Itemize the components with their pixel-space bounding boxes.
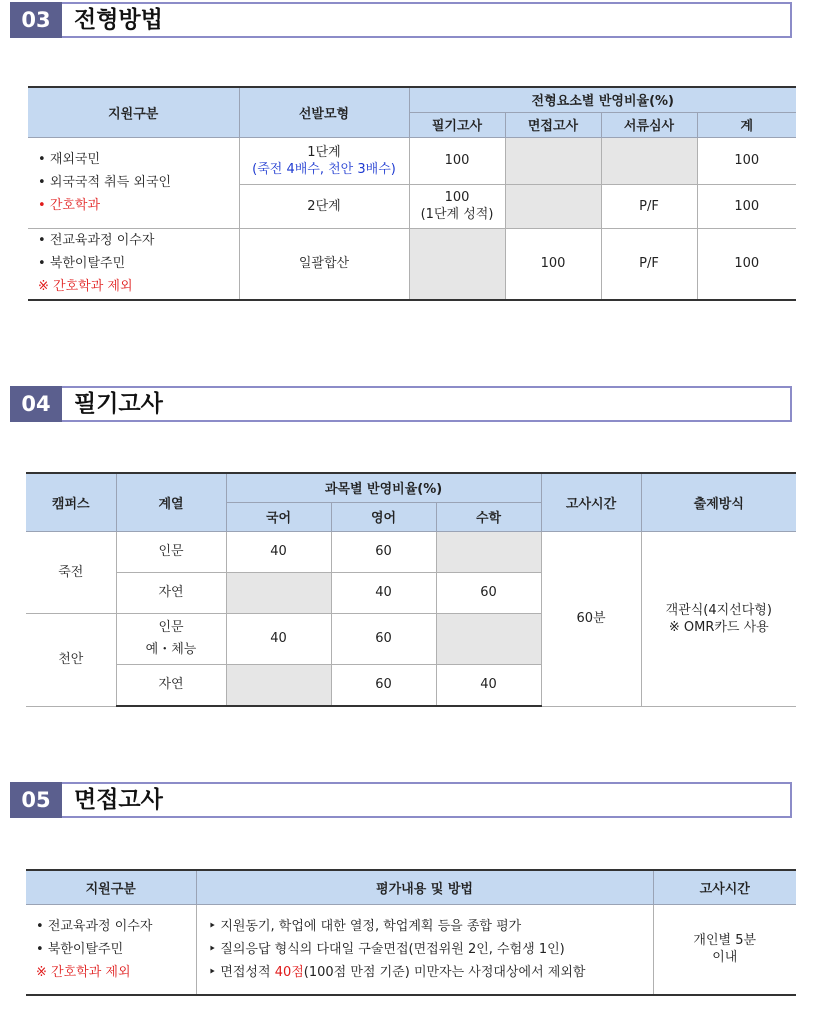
- content-item: [209, 961, 653, 984]
- empty-cell: [409, 228, 505, 300]
- list-item: • 전교육과정 이수자: [36, 915, 196, 938]
- docs-cell: P/F: [601, 184, 697, 228]
- list-note: ※ 간호학과 제외: [36, 964, 131, 980]
- section-title: 필기고사: [74, 391, 163, 417]
- header-group: 지원구분: [26, 870, 196, 904]
- content-text: (100점 만점 기준) 미만자는 사정대상에서 제외함: [303, 964, 586, 980]
- field-cell: 인문: [116, 531, 226, 572]
- field-label-2: 예・체능: [145, 641, 197, 657]
- english-cell: 60: [331, 664, 436, 706]
- method-note: ※ OMR카드 사용: [668, 619, 769, 635]
- docs-cell: P/F: [601, 228, 697, 300]
- written-exam-table: [26, 472, 796, 707]
- section-header-04: [10, 386, 792, 422]
- written-cell: 100: [409, 137, 505, 184]
- campus-cell: 천안: [26, 613, 116, 706]
- english-cell: 60: [331, 613, 436, 664]
- english-cell: 60: [331, 531, 436, 572]
- model-label: 1단계: [307, 144, 341, 160]
- group-cell-2: [28, 228, 239, 300]
- group-cell: [26, 904, 196, 995]
- field-cell: [116, 613, 226, 664]
- content-item: ‣ 질의응답 형식의 다대일 구술면접(면접위원 2인, 수험생 1인): [209, 938, 653, 961]
- empty-cell: [505, 137, 601, 184]
- header-method: 출제방식: [641, 473, 796, 531]
- written-value: 100: [444, 190, 470, 205]
- model-cell: 2단계: [239, 184, 409, 228]
- math-cell: 40: [436, 664, 541, 706]
- header-docs: 서류심사: [601, 112, 697, 137]
- math-cell: 60: [436, 572, 541, 613]
- field-cell: 자연: [116, 572, 226, 613]
- empty-cell: [226, 664, 331, 706]
- section-header-05: [10, 782, 792, 818]
- written-note: (1단계 성적): [420, 207, 494, 222]
- list-item: • 전교육과정 이수자: [38, 229, 239, 252]
- empty-cell: [436, 531, 541, 572]
- header-content: 평가내용 및 방법: [196, 870, 653, 904]
- header-korean: 국어: [226, 502, 331, 531]
- empty-cell: [226, 572, 331, 613]
- method-cell: [641, 531, 796, 706]
- total-cell: 100: [697, 137, 796, 184]
- section-title: 면접고사: [74, 787, 163, 813]
- header-ratio: 과목별 반영비율(%): [226, 473, 541, 502]
- interview-cell: 100: [505, 228, 601, 300]
- list-item: • 외국국적 취득 외국인: [38, 171, 239, 194]
- english-cell: 40: [331, 572, 436, 613]
- header-field: 계열: [116, 473, 226, 531]
- korean-cell: 40: [226, 613, 331, 664]
- header-interview: 면접고사: [505, 112, 601, 137]
- content-cell: [196, 904, 653, 995]
- list-item-nursing: • 간호학과: [38, 194, 239, 217]
- empty-cell: [436, 613, 541, 664]
- header-campus: 캠퍼스: [26, 473, 116, 531]
- header-model: 선발모형: [239, 87, 409, 137]
- time-cell: 60분: [541, 531, 641, 706]
- section-number: 04: [10, 386, 62, 422]
- content-highlight: 40점: [274, 964, 304, 980]
- section-number: 05: [10, 782, 62, 818]
- total-cell: 100: [697, 184, 796, 228]
- header-english: 영어: [331, 502, 436, 531]
- total-cell: 100: [697, 228, 796, 300]
- method-text: 객관식(4지선다형): [665, 602, 772, 618]
- group-cell-1: [28, 137, 239, 228]
- selection-method-table: [28, 86, 796, 301]
- list-item: • 재외국민: [38, 148, 239, 171]
- header-time: 고사시간: [541, 473, 641, 531]
- written-cell: [409, 184, 505, 228]
- time-cell: [653, 904, 796, 995]
- empty-cell: [505, 184, 601, 228]
- header-math: 수학: [436, 502, 541, 531]
- header-ratio: 전형요소별 반영비율(%): [409, 87, 796, 112]
- list-item: • 북한이탈주민: [38, 252, 239, 275]
- content-text: 면접성적: [220, 964, 275, 980]
- list-item: • 북한이탈주민: [36, 938, 196, 961]
- content-item: ‣ 지원동기, 학업에 대한 열정, 학업계획 등을 종합 평가: [209, 915, 653, 938]
- header-time: 고사시간: [653, 870, 796, 904]
- header-total: 계: [697, 112, 796, 137]
- section-title: 전형방법: [74, 7, 163, 33]
- section-number: 03: [10, 2, 62, 38]
- section-header-03: [10, 2, 792, 38]
- model-cell: [239, 137, 409, 184]
- header-written: 필기고사: [409, 112, 505, 137]
- time-suffix: 이내: [712, 950, 738, 966]
- model-note: (죽전 4배수, 천안 3배수): [252, 161, 396, 177]
- list-note: ※ 간호학과 제외: [38, 279, 133, 295]
- empty-cell: [601, 137, 697, 184]
- field-label: 인문: [158, 619, 184, 635]
- campus-cell: 죽전: [26, 531, 116, 613]
- header-group: 지원구분: [28, 87, 239, 137]
- time-value: 개인별 5분: [693, 933, 757, 949]
- model-cell: 일괄합산: [239, 228, 409, 300]
- interview-table: [26, 869, 796, 996]
- field-cell: 자연: [116, 664, 226, 706]
- korean-cell: 40: [226, 531, 331, 572]
